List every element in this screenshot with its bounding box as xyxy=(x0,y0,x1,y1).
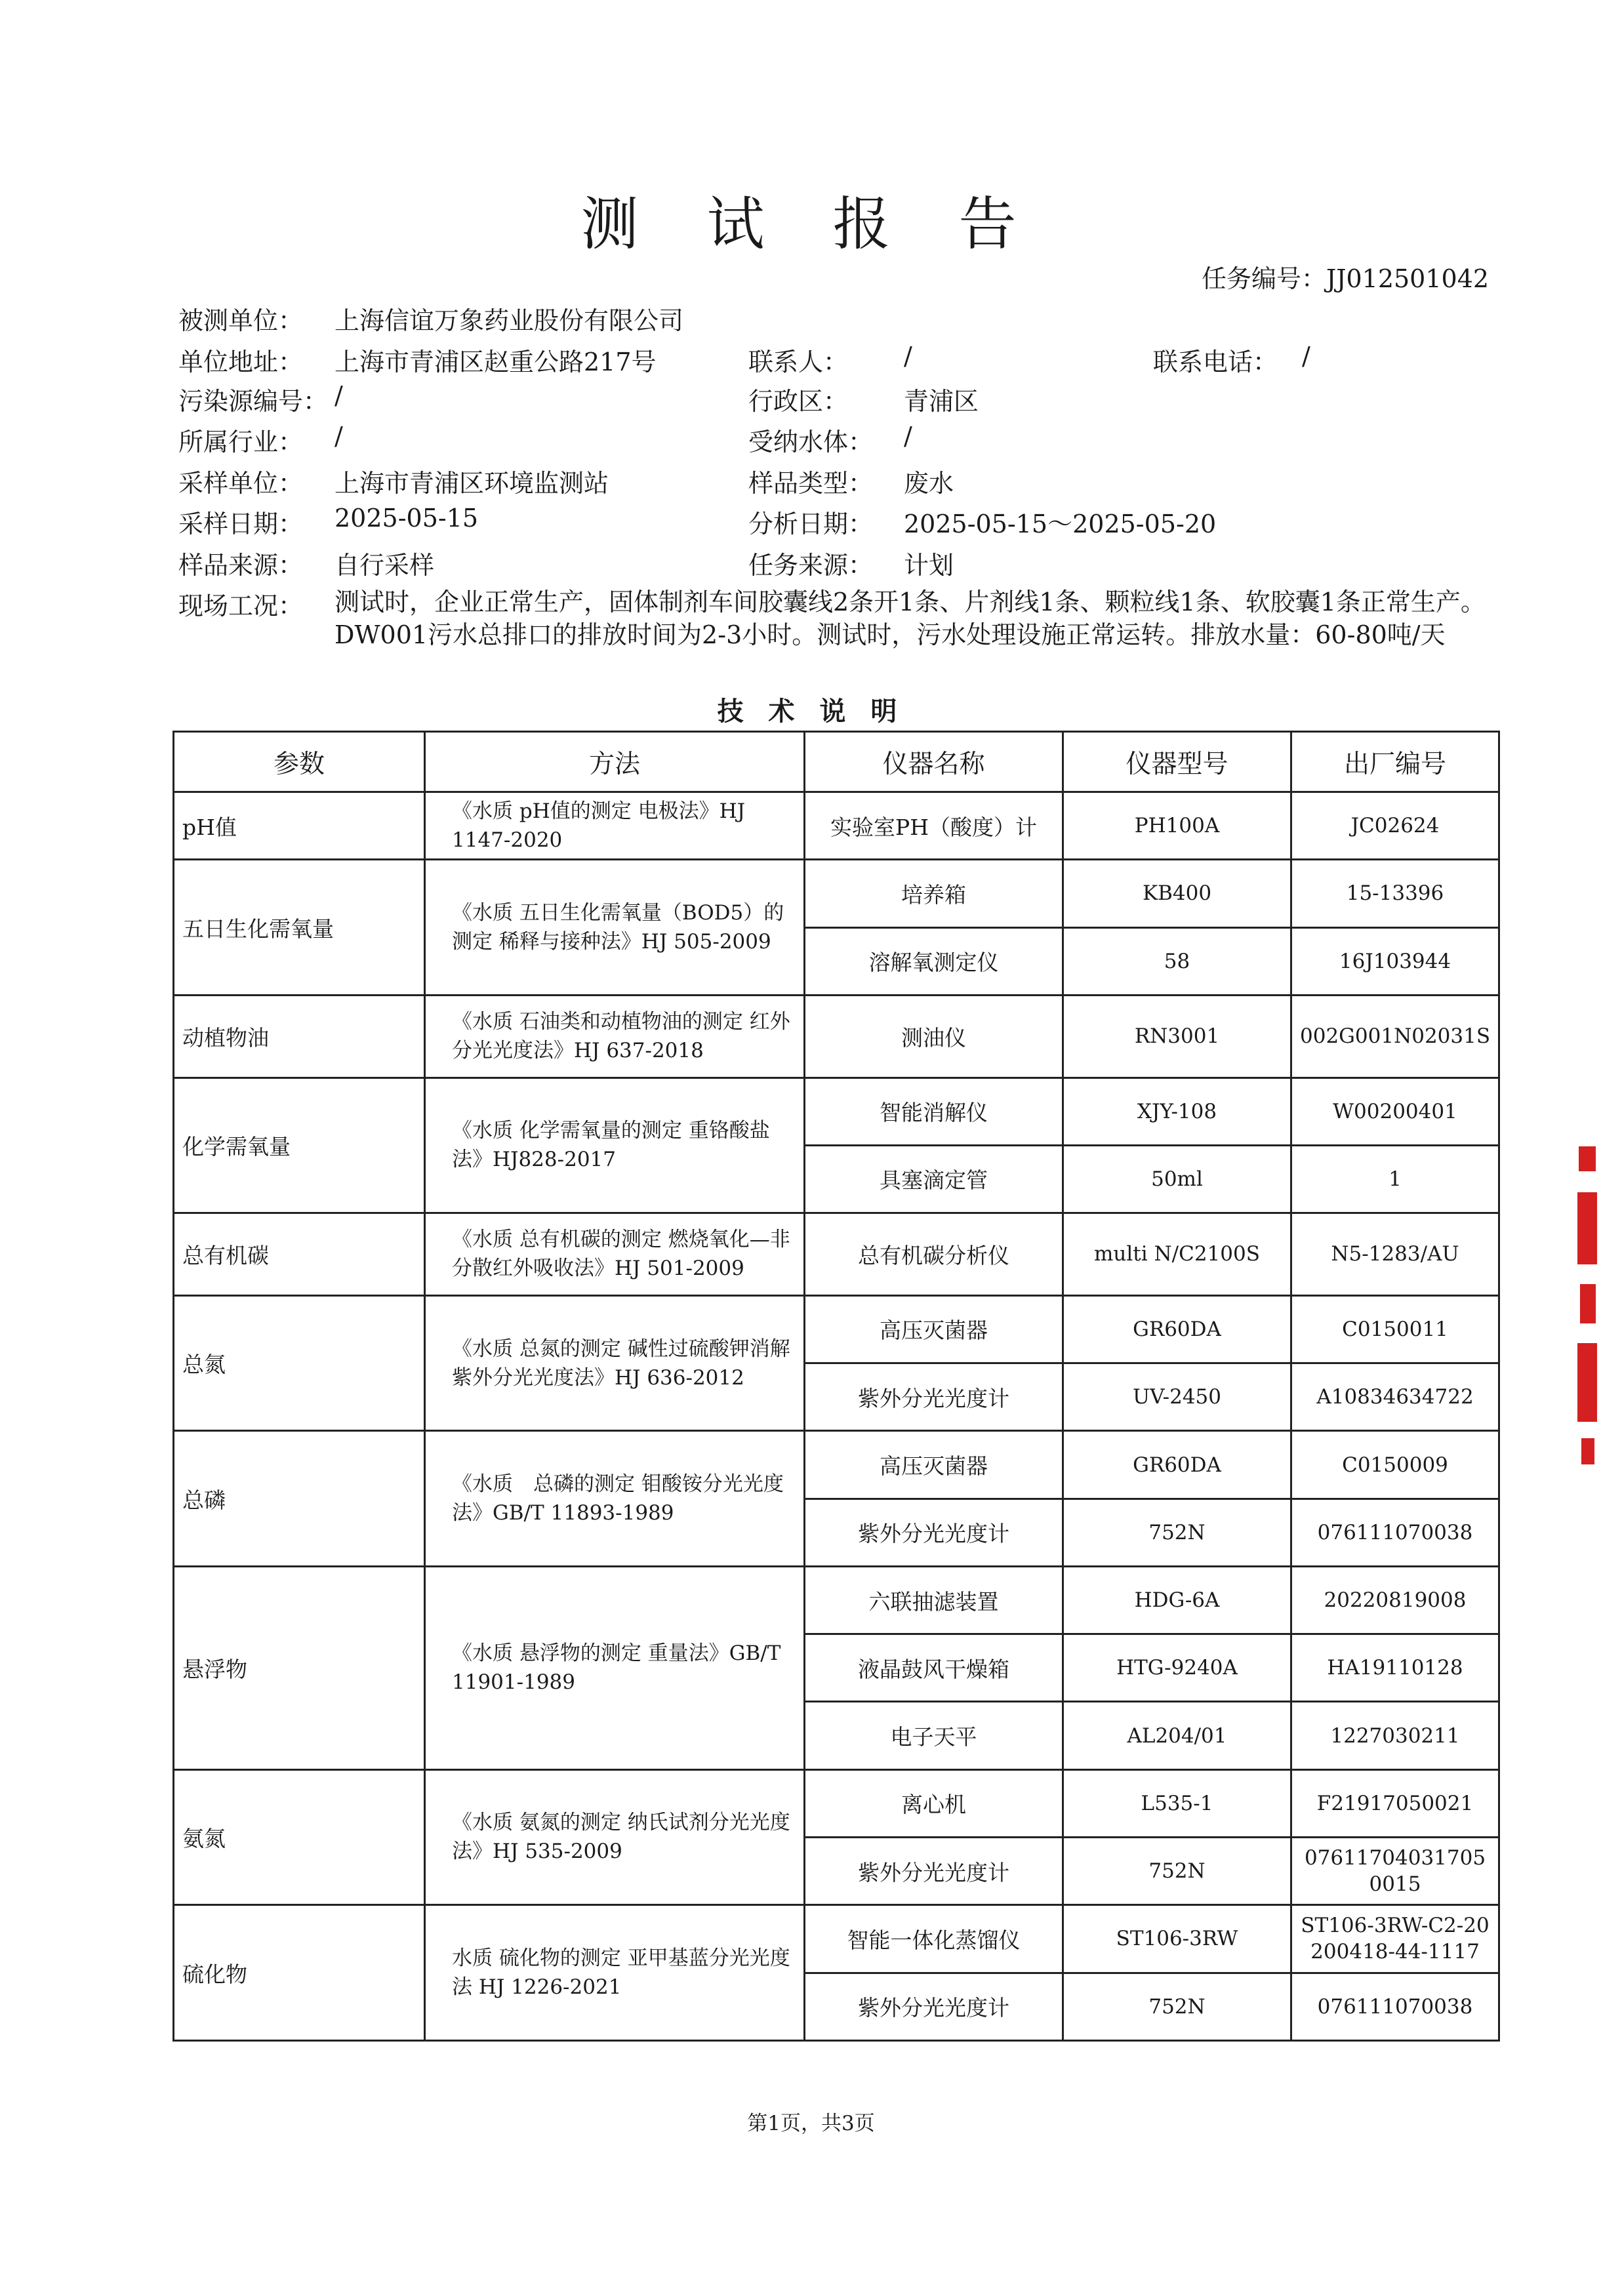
info-value: / xyxy=(335,381,343,410)
header-param: 参数 xyxy=(174,732,425,792)
info-value: 上海市青浦区环境监测站 xyxy=(335,469,609,498)
param-cell: 总氮 xyxy=(174,1295,425,1431)
info-label: 分析日期： xyxy=(748,510,874,538)
param-cell: pH值 xyxy=(174,792,425,860)
task-number: 任务编号：JJ012501042 xyxy=(1202,264,1490,293)
stamp-fragment xyxy=(1577,1192,1597,1264)
technical-table xyxy=(172,731,1500,2042)
header-instrument-model: 仪器型号 xyxy=(1063,732,1291,792)
instrument-model-cell: 752N xyxy=(1063,1499,1291,1566)
instrument-name-cell: 紫外分光光度计 xyxy=(805,1499,1063,1566)
info-label: 所属行业： xyxy=(178,428,304,456)
instrument-model-cell: ST106-3RW xyxy=(1063,1905,1291,1973)
serial-number-cell: 076117040317050015 xyxy=(1291,1837,1499,1904)
page-footer: 第1页，共3页 xyxy=(747,2112,875,2135)
serial-number-cell: JC02624 xyxy=(1291,792,1499,860)
table-row xyxy=(174,1295,1499,1363)
serial-number-cell: 16J103944 xyxy=(1291,927,1499,995)
stamp-fragment xyxy=(1581,1438,1594,1464)
method-cell: 《水质 总磷的测定 钼酸铵分光光度法》GB/T 11893-1989 xyxy=(425,1431,805,1567)
serial-number-cell: A10834634722 xyxy=(1291,1363,1499,1431)
info-label: 样品类型： xyxy=(748,469,874,498)
stamp-fragment xyxy=(1577,1343,1597,1422)
info-label: 任务来源： xyxy=(748,551,874,580)
site-condition-text: 测试时，企业正常生产，固体制剂车间胶囊线2条开1条、片剂线1条、颗粒线1条、软胶囊1条正常生产。DW001污水总排口的排放时间为2-3小时。测试时，污水处理设施正常运转。排放水量：60-80吨/天 xyxy=(335,588,1486,649)
method-cell: 《水质 五日生化需氧量（BOD5）的测定 稀释与接种法》HJ 505-2009 xyxy=(425,860,805,996)
info-value: / xyxy=(335,422,343,451)
method-cell: 《水质 pH值的测定 电极法》HJ 1147-2020 xyxy=(425,792,805,860)
table-row xyxy=(174,1566,1499,1634)
serial-number-cell: C0150009 xyxy=(1291,1431,1499,1499)
report-title: 测 试 报 告 xyxy=(580,190,1042,258)
info-label: 受纳水体： xyxy=(748,428,874,456)
instrument-model-cell: HDG-6A xyxy=(1063,1566,1291,1634)
serial-number-cell: 15-13396 xyxy=(1291,860,1499,927)
instrument-model-cell: PH100A xyxy=(1063,792,1291,860)
table-row xyxy=(174,1431,1499,1499)
serial-number-cell: 076111070038 xyxy=(1291,1973,1499,2040)
method-cell: 《水质 化学需氧量的测定 重铬酸盐法》HJ828-2017 xyxy=(425,1078,805,1213)
info-value: 废水 xyxy=(904,469,954,498)
instrument-name-cell: 离心机 xyxy=(805,1769,1063,1837)
info-value: 自行采样 xyxy=(335,551,435,580)
info-value: 上海市青浦区赵重公路217号 xyxy=(335,348,657,376)
info-value: / xyxy=(904,422,912,451)
info-value: 2025-05-15～2025-05-20 xyxy=(904,510,1217,538)
header-method: 方法 xyxy=(425,732,805,792)
info-label: 单位地址： xyxy=(178,348,304,376)
param-cell: 悬浮物 xyxy=(174,1566,425,1769)
table-row xyxy=(174,792,1499,860)
serial-number-cell: F21917050021 xyxy=(1291,1769,1499,1837)
method-cell: 《水质 石油类和动植物油的测定 红外分光光度法》HJ 637-2018 xyxy=(425,995,805,1078)
instrument-name-cell: 紫外分光光度计 xyxy=(805,1363,1063,1431)
instrument-name-cell: 紫外分光光度计 xyxy=(805,1837,1063,1904)
instrument-name-cell: 高压灭菌器 xyxy=(805,1431,1063,1499)
instrument-name-cell: 培养箱 xyxy=(805,860,1063,927)
serial-number-cell: 1 xyxy=(1291,1145,1499,1213)
info-label: 样品来源： xyxy=(178,551,304,580)
instrument-name-cell: 高压灭菌器 xyxy=(805,1295,1063,1363)
info-value: 计划 xyxy=(904,551,954,580)
param-cell: 硫化物 xyxy=(174,1905,425,2041)
info-value: / xyxy=(904,342,912,371)
info-label: 联系人： xyxy=(748,348,849,376)
site-condition-label: 现场工况： xyxy=(178,592,304,620)
instrument-model-cell: AL204/01 xyxy=(1063,1702,1291,1769)
stamp-fragment xyxy=(1580,1284,1596,1323)
param-cell: 总有机碳 xyxy=(174,1213,425,1296)
info-label: 被测单位： xyxy=(178,306,304,335)
serial-number-cell: 20220819008 xyxy=(1291,1566,1499,1634)
method-cell: 《水质 总有机碳的测定 燃烧氧化—非分散红外吸收法》HJ 501-2009 xyxy=(425,1213,805,1296)
param-cell: 氨氮 xyxy=(174,1769,425,1905)
table-row xyxy=(174,1213,1499,1296)
serial-number-cell: 1227030211 xyxy=(1291,1702,1499,1769)
section-title: 技 术 说 明 xyxy=(717,696,905,727)
stamp-fragment xyxy=(1579,1146,1596,1171)
param-cell: 总磷 xyxy=(174,1431,425,1567)
table-row xyxy=(174,1905,1499,1973)
info-value: / xyxy=(1302,342,1310,371)
instrument-name-cell: 液晶鼓风干燥箱 xyxy=(805,1634,1063,1702)
instrument-name-cell: 紫外分光光度计 xyxy=(805,1973,1063,2040)
instrument-model-cell: KB400 xyxy=(1063,860,1291,927)
table-row xyxy=(174,860,1499,927)
table-row xyxy=(174,1078,1499,1145)
info-value: 上海信谊万象药业股份有限公司 xyxy=(335,306,684,335)
instrument-model-cell: multi N/C2100S xyxy=(1063,1213,1291,1296)
serial-number-cell: 002G001N02031S xyxy=(1291,995,1499,1078)
param-cell: 五日生化需氧量 xyxy=(174,860,425,996)
serial-number-cell: N5-1283/AU xyxy=(1291,1213,1499,1296)
instrument-model-cell: GR60DA xyxy=(1063,1431,1291,1499)
serial-number-cell: W00200401 xyxy=(1291,1078,1499,1145)
param-cell: 动植物油 xyxy=(174,995,425,1078)
serial-number-cell: ST106-3RW-C2-20200418-44-1117 xyxy=(1291,1905,1499,1973)
table-header-row xyxy=(174,732,1499,792)
instrument-model-cell: GR60DA xyxy=(1063,1295,1291,1363)
table-row xyxy=(174,1769,1499,1837)
instrument-name-cell: 实验室PH（酸度）计 xyxy=(805,792,1063,860)
method-cell: 《水质 总氮的测定 碱性过硫酸钾消解紫外分光光度法》HJ 636-2012 xyxy=(425,1295,805,1431)
info-label: 污染源编号： xyxy=(178,387,329,416)
red-stamp-mark xyxy=(1576,1146,1598,1468)
instrument-name-cell: 溶解氧测定仪 xyxy=(805,927,1063,995)
instrument-model-cell: 752N xyxy=(1063,1837,1291,1904)
serial-number-cell: HA19110128 xyxy=(1291,1634,1499,1702)
instrument-name-cell: 电子天平 xyxy=(805,1702,1063,1769)
instrument-model-cell: RN3001 xyxy=(1063,995,1291,1078)
instrument-name-cell: 智能消解仪 xyxy=(805,1078,1063,1145)
instrument-name-cell: 智能一体化蒸馏仪 xyxy=(805,1905,1063,1973)
instrument-name-cell: 测油仪 xyxy=(805,995,1063,1078)
instrument-name-cell: 六联抽滤装置 xyxy=(805,1566,1063,1634)
instrument-name-cell: 具塞滴定管 xyxy=(805,1145,1063,1213)
method-cell: 《水质 悬浮物的测定 重量法》GB/T 11901-1989 xyxy=(425,1566,805,1769)
info-value: 2025-05-15 xyxy=(335,504,479,533)
serial-number-cell: C0150011 xyxy=(1291,1295,1499,1363)
info-label: 行政区： xyxy=(748,387,849,416)
instrument-model-cell: HTG-9240A xyxy=(1063,1634,1291,1702)
serial-number-cell: 076111070038 xyxy=(1291,1499,1499,1566)
method-cell: 《水质 氨氮的测定 纳氏试剂分光光度法》HJ 535-2009 xyxy=(425,1769,805,1905)
info-value: 青浦区 xyxy=(904,387,979,416)
param-cell: 化学需氧量 xyxy=(174,1078,425,1213)
instrument-model-cell: 752N xyxy=(1063,1973,1291,2040)
header-instrument-name: 仪器名称 xyxy=(805,732,1063,792)
instrument-model-cell: L535-1 xyxy=(1063,1769,1291,1837)
info-label: 采样日期： xyxy=(178,510,304,538)
table-row xyxy=(174,995,1499,1078)
info-label: 采样单位： xyxy=(178,469,304,498)
method-cell: 水质 硫化物的测定 亚甲基蓝分光光度法 HJ 1226-2021 xyxy=(425,1905,805,2041)
instrument-model-cell: 50ml xyxy=(1063,1145,1291,1213)
instrument-model-cell: 58 xyxy=(1063,927,1291,995)
instrument-model-cell: XJY-108 xyxy=(1063,1078,1291,1145)
instrument-name-cell: 总有机碳分析仪 xyxy=(805,1213,1063,1296)
info-label: 联系电话： xyxy=(1153,348,1278,376)
header-serial-number: 出厂编号 xyxy=(1291,732,1499,792)
instrument-model-cell: UV-2450 xyxy=(1063,1363,1291,1431)
